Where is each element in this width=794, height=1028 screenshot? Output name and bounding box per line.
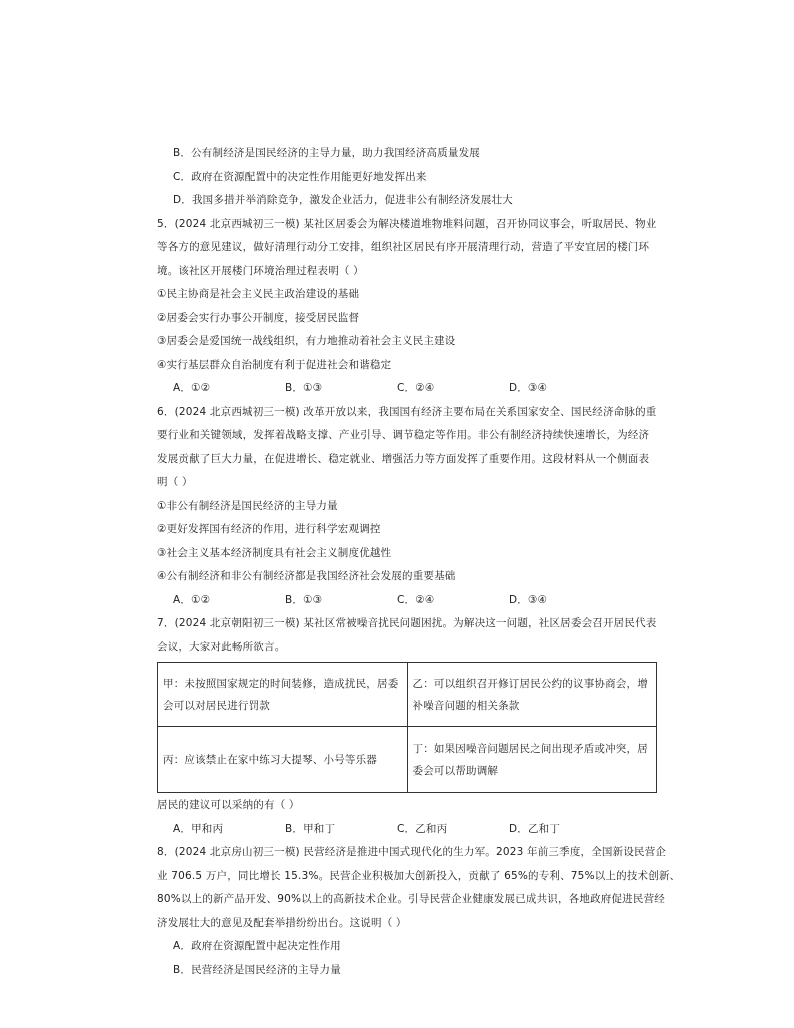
q5-statement-3: ③居委会是爱国统一战线组织，有力地推动着社会主义民主建设 (157, 335, 456, 347)
question-5 (157, 213, 657, 401)
q6-statement-2: ②更好发挥国有经济的作用，进行科学宏观调控 (157, 523, 381, 535)
q7-options (157, 818, 657, 842)
q6-option-c: C．②④ (397, 593, 435, 606)
q8-stem-line: 80%以上的新产品开发、90%以上的高新技术企业。引导民营企业健康发展已成共识，各地政府促进民营经 (157, 893, 665, 905)
question-8 (157, 841, 681, 982)
q8-option-b: B．民营经济是国民经济的主导力量 (173, 963, 341, 976)
q6-statement-3: ③社会主义基本经济制度具有社会主义制度优越性 (157, 546, 392, 559)
q8-stem-line: 业 706.5 万户，同比增长 15.3%。民营企业积极加大创新投入，贡献了 65%的专利、75%以上的技术创新、 (157, 869, 681, 882)
q4-option-c: C．政府在资源配置中的决定性作用能更好地发挥出来 (173, 170, 427, 183)
q4-option-d: D．我国多措并举消除竞争，激发企业活力，促进非公有制经济发展壮大 (173, 194, 513, 206)
opinion-bing: 丙：应该禁止在家中练习大提琴、小号等乐器 (158, 727, 408, 793)
q6-option-a: A．①② (173, 593, 211, 606)
q7-opinion-table (157, 662, 657, 793)
q6-options (157, 589, 657, 613)
q8-stem-line: 8．(2024 北京房山初三一模) 民营经济是推进中国式现代化的生力军。2023 年前三季度，全国新设民营企 (157, 846, 667, 858)
question-7 (157, 612, 657, 841)
q5-options (157, 377, 657, 401)
q6-statement-1: ①非公有制经济是国民经济的主导力量 (157, 499, 338, 512)
q6-stem-line: 发展贡献了巨大力量，在促进增长、稳定就业、增强活力等方面发挥了重要作用。这段材料从一个侧面表 (157, 452, 650, 465)
exam-content (157, 142, 681, 982)
q5-option-a: A．①② (173, 382, 211, 394)
q7-option-b: B．甲和丁 (285, 822, 336, 835)
table-row (158, 663, 657, 727)
q7-stem-line: 7．(2024 北京朝阳初三一模) 某社区常被噪音扰民问题困扰。为解决这一问题，社区居委会召开居民代表 (157, 617, 657, 629)
q5-statement-2: ②居委会实行办事公开制度，接受居民监督 (157, 311, 360, 324)
q5-stem-line: 等各方的意见建议，做好清理行动分工安排，组织社区居民有序开展清理行动，营造了平安宜居的楼门环 (157, 241, 650, 253)
q6-statement-4: ④公有制经济和非公有制经济都是我国经济社会发展的重要基础 (157, 570, 456, 582)
table-row (158, 727, 657, 793)
q7-stem-line: 会议，大家对此畅所欲言。 (157, 640, 286, 653)
q5-option-c: C．②④ (397, 382, 435, 394)
q7-option-a: A．甲和丙 (173, 822, 224, 835)
q7-follow-up: 居民的建议可以采纳的有（ ） (157, 799, 300, 811)
q6-option-d: D．③④ (509, 593, 548, 606)
q5-stem-line: 5．(2024 北京西城初三一模) 某社区居委会为解决楼道堆物堆料问题，召开协同议事会，听取居民、物业 (157, 217, 657, 230)
q5-statement-4: ④实行基层群众自治制度有利于促进社会和谐稳定 (157, 358, 392, 371)
q5-stem-line: 境。该社区开展楼门环境治理过程表明（ ） (157, 264, 364, 277)
q6-stem-line: 6．(2024 北京西城初三一模) 改革开放以来，我国国有经济主要布局在关系国家安全、国民经济命脉的重 (157, 405, 657, 418)
q5-option-b: B．①③ (285, 382, 323, 394)
q8-option-a: A．政府在资源配置中起决定性作用 (173, 940, 341, 952)
opinion-yi: 乙：可以组织召开修订居民公约的议事协商会，增补噪音问题的相关条款 (407, 663, 657, 727)
q5-statement-1: ①民主协商是社会主义民主政治建设的基础 (157, 288, 360, 300)
opinion-jia: 甲：未按照国家规定的时间装修，造成扰民，居委会可以对居民进行罚款 (158, 663, 408, 727)
q6-stem-line: 明（ ） (157, 476, 193, 488)
q6-stem-line: 要行业和关键领域，发挥着战略支撑、产业引导、调节稳定等作用。非公有制经济持续快速增长，为经济 (157, 429, 650, 441)
q7-option-d: D．乙和丁 (509, 822, 561, 835)
question-6 (157, 401, 657, 613)
q7-option-c: C．乙和丙 (397, 822, 448, 835)
opinion-ding: 丁：如果因噪音问题居民之间出现矛盾或冲突，居委会可以帮助调解 (407, 727, 657, 793)
q5-option-d: D．③④ (509, 382, 548, 394)
q4-option-b: B．公有制经济是国民经济的主导力量，助力我国经济高质量发展 (173, 147, 481, 159)
q8-stem-line: 济发展壮大的意见及配套举措纷纷出台。这说明（ ） (157, 916, 407, 929)
q6-option-b: B．①③ (285, 593, 323, 606)
